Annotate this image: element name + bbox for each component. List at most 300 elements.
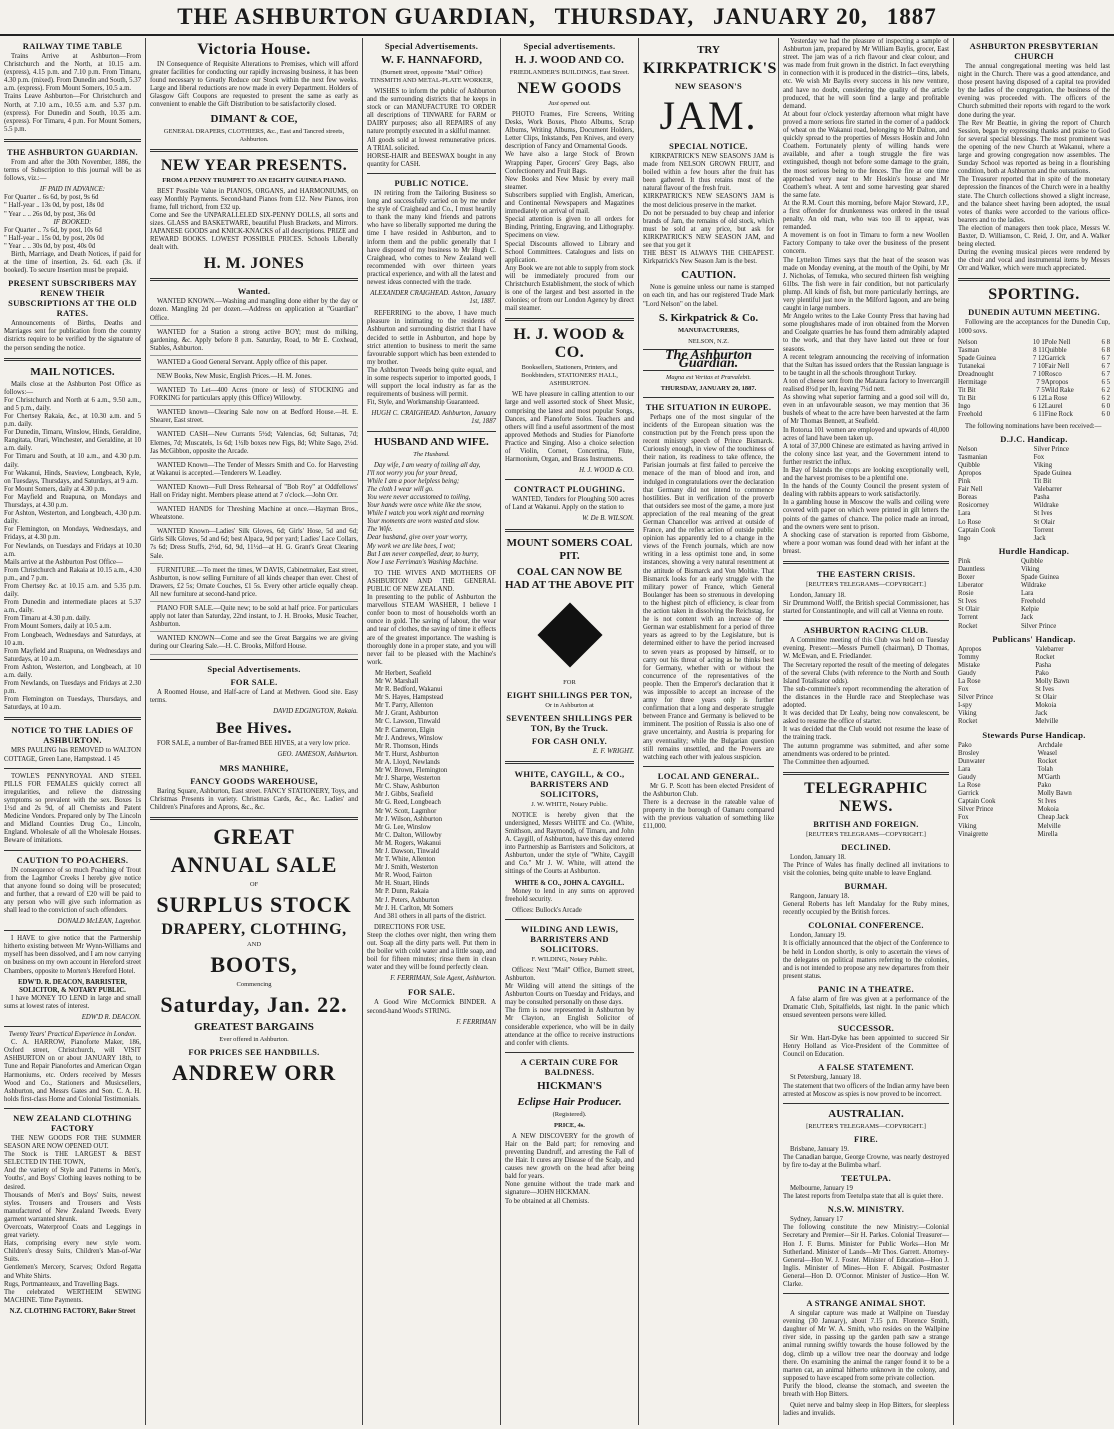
entry-name: Tasmanian	[958, 453, 988, 461]
entry-name: Fox	[958, 686, 969, 694]
testimonial-list	[367, 670, 496, 913]
horse-weight: 10 1	[1032, 338, 1045, 346]
stewards-table	[958, 742, 1110, 839]
entry-name: St Olair	[958, 606, 980, 614]
horse-name: Garrick	[1044, 354, 1066, 362]
telegraphic-reuter: [REUTER'S TELEGRAMS—COPYRIGHT.]	[806, 830, 926, 838]
entry-name: Cheap Jack	[1037, 814, 1069, 822]
entry-name: Captain Cook	[958, 526, 996, 534]
entry-row	[958, 662, 1110, 670]
ferriman-signature: F. FERRIMAN, Sole Agent, Ashburton.	[390, 975, 496, 983]
firm-place: NELSON, N.Z.	[688, 337, 729, 345]
contract-text: WANTED, Tenders for Ploughing 500 acres of Land at Wakanui. Apply on the station to	[505, 496, 634, 512]
entry-name: Mokoia	[1035, 702, 1057, 710]
testimonials-note: And 381 others in all parts of the district.	[374, 912, 486, 920]
forsale-signature: DAVID EDGINGTON, Rakaia.	[273, 707, 358, 715]
wood-text-2: WE have pleasure in calling attention to our large and well assorted stock of Sheet Music, comprising the latest and most popular Songs, Dances, and Pianoforte Solos. Teachers and others will find a useful assortment of the most approved Methods and Studies for Pianoforte Practice and Singing. Also a choice selection of Violin, Cornet, Concertina, Flute, Harmonium, Organ, and Brass Instruments.	[505, 391, 634, 464]
horse-name: Fine Rock	[1044, 411, 1073, 419]
column-3	[362, 38, 500, 1425]
entry-name: St Ives	[1033, 510, 1053, 518]
wanted-item: WANTED Known—The Tender of Messrs Smith and Co. for Harvesting at Wakanui is accepted.—Tenderers W. Leadley.	[150, 462, 358, 481]
wanted-heading: Wanted.	[237, 286, 271, 297]
masthead	[0, 4, 1114, 36]
horse-name: Freehold	[958, 411, 983, 419]
coal-cash: FOR CASH ONLY.	[531, 735, 608, 746]
entry-row	[958, 494, 1110, 502]
entry-name: Liberator	[958, 582, 984, 590]
rates-list	[4, 186, 141, 251]
nominations-text: The following nominations have been received:—	[965, 422, 1102, 430]
nz-clothing-signature: N.Z. CLOTHING FACTORY, Baker Street	[9, 1307, 136, 1315]
declined-text: London, January 18. The Prince of Wales has finally declined all invitations to visit the colonies, being quite unable to leave England.	[783, 853, 949, 877]
divider	[150, 659, 358, 660]
jones-heading: H. M. JONES	[203, 255, 305, 273]
entry-name: Rosicorney	[958, 502, 989, 510]
horse-weight: 6 7	[1101, 354, 1110, 362]
entry-row	[958, 582, 1110, 590]
entry-row	[958, 686, 1110, 694]
entry-name: Ingo	[958, 534, 971, 542]
horse-name: Quibble	[1044, 346, 1067, 354]
horse-name: Tutanekai	[958, 362, 985, 370]
entry-name: Molly Bawn	[1037, 790, 1072, 798]
testimonial-name: Mr Herbert, Seafield	[375, 669, 432, 677]
entry-name: M'Garth	[1037, 773, 1061, 781]
cup-row	[958, 403, 1110, 411]
horse-name: Ingo	[958, 403, 971, 411]
divider	[4, 930, 141, 931]
testimonial-name: Mr J. Wilson, Ashburton	[375, 815, 443, 823]
entry-name: Silver Prince	[958, 694, 994, 702]
local-text: Mr G. P. Scott has been elected President of the Ashburton Club. There is a decrease in the rateable value of property in the borough of Oamaru compared with the previous valuation of something like £11,000.	[643, 782, 774, 831]
divider	[4, 717, 141, 720]
horse-weight: 7 12	[1032, 354, 1045, 362]
racing-club-text: A Committee meeting of this Club was held on Tuesday evening. Present:—Messrs Purnell (chairman), D Thomas, W. McEwan, and E. Friedlander. The Secretary reported the result of the meeting of delegates of the several Clubs (with reference to the North and South Island Totalisator odds). The sub-committee's report recommending the alteration of the distances in the Hurdle race and Steeplechase was adopted. It was decided that Dr Leahy, being now convalescent, be asked to resume the office of starter. It was decided that the Club would not resume the lease of the training track. The autumn programme was submitted, and after some amendments was ordered to be printed. The Committee then adjourned.	[783, 637, 949, 766]
wanted-item: WANTED a Good General Servant. Apply office of this paper.	[150, 359, 358, 370]
entry-name: Rocket	[958, 718, 978, 726]
successor-text: Sir Wm. Hart-Dyke has been appointed to succeed Sir Henry Holland as Vice-President of the Committee of Council on Education.	[783, 1035, 949, 1059]
railway-heading: RAILWAY TIME TABLE	[22, 41, 123, 51]
australian-reuter: [REUTER'S TELEGRAMS—COPYRIGHT.]	[806, 1122, 926, 1130]
entry-row	[958, 535, 1110, 543]
entry-name: Rosie	[958, 590, 974, 598]
sale-date: Saturday, Jan. 22.	[160, 992, 348, 1018]
guardian-text: From and after the 30th November, 1886, the terms of Subscription to this journal will be as follows, viz.:—	[4, 158, 141, 183]
special-notice-heading: SPECIAL NOTICE.	[669, 141, 748, 151]
entry-name: Pasha	[1033, 494, 1050, 502]
manhire-text: Baring Square, Ashburton, East street. FANCY STATIONERY, Toys, and Christmas Presents in variety. Christmas Cards, &c., &c. Ladies' and Children's Pinafores and Aprons, &c., &c.	[150, 787, 358, 812]
testimonial-name: Mr T. Parry, Allenton	[375, 702, 434, 710]
wood-heading-2: H. J. WOOD & CO.	[513, 326, 626, 362]
divider	[150, 149, 358, 152]
entry-name: Silver Prince	[1033, 445, 1069, 453]
entry-name: St Ives	[1037, 798, 1057, 806]
bees-heading: Bee Hives.	[215, 719, 293, 737]
white-sub: J. W. WHITE, Notary Public.	[531, 800, 608, 808]
guardian-motto: Magna est Veritas et Prævalebit.	[665, 373, 752, 381]
cup-row	[958, 339, 1110, 347]
entry-row	[958, 806, 1110, 814]
hannaford-sub: (Burnett street, opposite "Mail" Office) TINSMITH AND METAL-PLATE WORKER,	[370, 69, 493, 84]
divider	[783, 772, 949, 775]
horse-weight: 6 0	[1101, 411, 1110, 419]
horse-weight: 6 11	[1033, 411, 1045, 419]
testimonial-name: Mr C. Shaw, Ashburton	[375, 783, 440, 791]
false-statement-heading: A FALSE STATEMENT.	[818, 1062, 914, 1073]
false-statement-text: St Petersburg, January 18. The statement that two officers of the Indian army have been arrested at Moscow as spies is now proved to be incorrect.	[783, 1074, 949, 1098]
dimant-heading: DIMANT & COE,	[210, 112, 298, 125]
entry-name: Wildrake	[1033, 502, 1059, 510]
firm-heading: S. Kirkpatrick & Co.	[658, 311, 759, 324]
entry-name: Dauntless	[958, 565, 985, 573]
present-text: Announcements of Births, Deaths and Marriages sent for publication from the country districts require to be verified by the signature of the person sending the notice.	[4, 320, 141, 352]
horse-name: Wild Rake	[1044, 387, 1074, 395]
wilding-sub: F. WILDING, Notary Public.	[531, 955, 608, 963]
panic-heading: PANIC IN A THEATRE.	[818, 983, 914, 994]
entry-name: Molly Bawn	[1035, 678, 1070, 685]
entry-row	[958, 646, 1110, 654]
forsale-text: A Roomed House, and Half-acre of Land at Methven. Good site. Easy terms.	[150, 688, 358, 704]
divider	[505, 919, 634, 920]
entry-row	[958, 831, 1110, 839]
strange-animal-text: A singular capture was made at Wallpine on Tuesday evening (30 January), about 7.15 p.m. Florence Smith, daughter of Mr W. A. Smith, who resides on the Wallpine river side, in passing up the garden path saw a strange animal running swiftly towards the house followed by the dog, climb up a willow tree near the doorway and lodge there. On examining the animal the ranger found it to be a marten cat, an animal hitherto unknown in the colony, and supposed to have escaped from some private collection. Purify the blood, cleanse the stomach, and sweeten the breath with Hop Bitters.	[783, 1310, 949, 1398]
white-money: Money to lend in any sums on approved freehold security.	[505, 887, 634, 903]
testimonial-name: Mr W. Marshall	[375, 678, 419, 685]
ladies-text: MRS PAULING has REMOVED to WALTON COTTAGE, Green Lane, Hampstead. 1 45	[4, 747, 141, 763]
horse-weight: 6 7	[1101, 371, 1110, 378]
hop-bitters-text: Quiet nerve and balmy sleep in Hop Bitters, for sleepless ladies and invalids.	[783, 1402, 949, 1418]
divider	[150, 817, 358, 820]
wanted-item: WANTED HANDS for Threshing Machine at once.—Hayman Bros., Wheatstone.	[150, 506, 358, 525]
eastern-crisis-heading: THE EASTERN CRISIS.	[816, 569, 916, 579]
fire-text: Brisbane, January 19. The Canadian barque, George Crowne, was nearly destroyed by fire to-day at the Bulimba wharf.	[783, 1145, 949, 1169]
entry-name: Quibble	[1020, 557, 1043, 565]
entry-name: Viking	[958, 822, 977, 830]
testimonial-name: Mr H. Stuart, Hinds	[375, 880, 430, 888]
towle-text: TOWLE'S PENNYROYAL AND STEEL PILLS FOR FEMALES quickly correct all irregularities, and relieve the distressing symptoms so prevalent with the sex. Boxes 1s 1½d and 2s 9d, of all Chemists and Patent Medicine Vendors. Prepared only by The Lincoln and Midland Counties Drug Co., Lincoln, England. Wholesale of all the Wholesale Houses. Beware of imitations.	[4, 772, 141, 845]
masthead-date: JANUARY 20,	[712, 4, 868, 29]
entry-name: Lara	[1020, 590, 1034, 598]
entry-row	[958, 519, 1110, 527]
racing-club-heading: ASHBURTON RACING CLUB.	[803, 625, 929, 636]
divider	[783, 1293, 949, 1294]
entry-name: Freehold	[1020, 598, 1046, 606]
entry-row	[958, 814, 1110, 822]
horse-weight: 6 8	[1101, 346, 1110, 354]
entry-row	[958, 718, 1110, 726]
entry-name: I-spy	[958, 702, 972, 710]
colonial-heading: COLONIAL CONFERENCE.	[808, 920, 924, 931]
sale-bargains: GREATEST BARGAINS	[194, 1021, 314, 1034]
entry-name: Pako	[1035, 669, 1049, 677]
wanted-item: WANTED Known—Ladies' Silk Gloves, 6d; Girls' Hose, 5d and 6d; Girls Silk Gloves, 5d and 6d; best Alpaca, 9d per yard; Ladies' Lace Collars, 7s 6d; Dress Stuffs, 2½d, 6d, 9d, 11½d—at H. G. Grant's Great Clearing Sale.	[150, 528, 358, 563]
entry-name: St Olair	[1035, 694, 1057, 702]
cup-row	[958, 379, 1110, 387]
white-signature: WHITE & CO., JOHN A. CAYGILL.	[514, 879, 625, 887]
entry-name: Tit Bit	[1033, 478, 1052, 486]
hickman-reg: (Registered).	[552, 1110, 587, 1118]
successor-heading: SUCCESSOR.	[837, 1023, 895, 1034]
entry-row	[958, 823, 1110, 831]
special-heading: Special Advertisements.	[384, 41, 479, 51]
hurdle-table	[958, 558, 1110, 631]
entry-name: Boreas	[958, 494, 977, 502]
sale-annual: ANNUAL SALE	[170, 852, 338, 878]
guardian-masthead: The Ashburton Guardian.	[643, 349, 774, 371]
entry-row	[958, 598, 1110, 606]
entry-name: Jack	[1033, 534, 1046, 542]
coal-or: Or in Ashburton at	[545, 701, 594, 709]
entry-name: Apropos	[958, 645, 982, 653]
wanted-list	[150, 298, 358, 654]
entry-row	[958, 742, 1110, 750]
entry-name: Lo Rose	[958, 518, 981, 526]
horse-name: Fair Nell	[1044, 362, 1070, 370]
horse-weight: 6 12	[1032, 403, 1045, 411]
entry-name: Fair Nell	[958, 486, 983, 494]
forsale-heading: FOR SALE.	[230, 676, 278, 687]
public-notice-signature-2: HUGH C. CRAIGHEAD. Ashburton, January 1st, 1887	[371, 410, 496, 426]
newyear-heading: NEW YEAR PRESENTS.	[160, 156, 348, 174]
horse-weight: 6 0	[1101, 403, 1110, 411]
horse-name: Tasman	[958, 346, 980, 354]
entry-row	[958, 766, 1110, 774]
dimant-sub: GENERAL DRAPERS, CLOTHIERS, &c., East and Tancred streets, Ashburton.	[163, 127, 345, 143]
sale-great: GREAT	[213, 824, 295, 850]
cup-table	[958, 339, 1110, 420]
coal-price-2: SEVENTEEN SHILLINGS PER TON, By the Truck.	[506, 712, 633, 733]
fire-heading: FIRE.	[854, 1133, 878, 1144]
horse-name: Tit Bit	[958, 395, 976, 403]
testimonial-name: Mr P. Cameron, Elgin	[375, 726, 435, 734]
mail-text: Mails close at the Ashburton Post Office as follows:— For Christchurch and North at 6 a.m., 9.50 a.m., and 5 p.m., daily. For Chertsey Rakaia, &c., at 10.30 a.m. and 5 p.m. daily. For Dunedin, Timaru, Winslow, Hinds, Geraldine, Rangitata, Orari, Winchester, and Geraldine, at 10 a.m. daily. For Timaru and South, at 10 a.m., and 4.30 p.m. daily. For Wakanui, Hinds, Seaview, Longbeach, Kyle, on Tuesdays, Thursdays, and Saturdays, at 9 a.m. For Mount Somers, daily at 4.30 p.m. For Mayfield and Ruapuna, on Mondays and Thursdays, at 4.30 p.m. For Ashton, Westerton, and Longbeach, 4.30 p.m. daily. For Flemington, on Mondays, Wednesdays, and Fridays, at 4.30 p.m. For Newlands, on Tuesdays and Fridays at 10.30 a.m. Mails arrive at the Ashburton Post Office— From Christchurch and Rakaia at 10.15 a.m., 4.30 p.m., and 7 p.m. From Chertsey &c. at 10.15 a.m. and 5.35 p.m. daily. From Dunedin and intermediate places at 5.37 a.m., daily. From Timaru at 4.30 p.m. daily. From Mount Somers, daily at 10.5 a.m. From Longbeach, Wednesdays and Saturdays, at 10 a.m. From Mayfield and Ruapuna, on Wednesdays and Saturdays, at 10 a.m. From Ashton, Westerton, and Longbeach, at 10 a.m. daily. From Newlands, on Tuesdays and Fridays at 2.30 p.m. From Flemington on Tuesdays, Thursdays, and Saturdays, at 10 a.m.	[4, 380, 141, 712]
testimonial-name: Mr T. White, Allenton	[375, 856, 436, 864]
entry-row	[958, 710, 1110, 718]
caution-text: None is genuine unless our name is stamped on each tin, and has our registered Trade Mark "Lord Nelson" on the label.	[643, 284, 774, 308]
entry-row	[958, 702, 1110, 710]
guardian-date: THURSDAY, JANUARY 20, 1887.	[660, 384, 757, 392]
guardian-heading: THE ASHBURTON GUARDIAN.	[7, 146, 138, 157]
burmah-heading: BURMAH.	[844, 881, 888, 892]
testimonial-name: Mr J. Dawson, Tinwald	[375, 847, 440, 855]
newyear-sub: FROM A PENNY TRUMPET TO AN EIGHTY GUINEA PIANO.	[162, 176, 346, 184]
cup-row	[958, 347, 1110, 355]
divider	[643, 766, 774, 767]
entry-name: Mistake	[958, 661, 980, 669]
entry-name: Archdale	[1037, 741, 1063, 749]
entry-row	[958, 654, 1110, 662]
wanted-item: PIANO FOR SALE.—Quite new; to be sold at half price. For particulars apply not later than Saturday, 22nd instant, to J. H. Brooks, Music Teacher, Ashburton.	[150, 605, 358, 632]
coal-diamond	[505, 600, 634, 673]
nz-clothing-text: THE NEW GOODS FOR THE SUMMER SEASON ARE NOW OPENED OUT. The Stock is THE LARGEST & BEST SELECTED IN THE TOWN, And the variety of Style and Patterns in Men's, Youths', and Boys' Clothing leaves nothing to be desired. Thousands of Men's and Boys' Suits, newest styles. Trousers and Trousers and Vests manufactured of New Zealand Tweeds. Every garment warranted shrunk. Overcoats, Waterproof Coats and Leggings in great variety. Hats, comprising every new style worn. Children's dressy Suits, Children's Man-of-War Suits. Gentlemen's Mercery, Scarves; Oxford Regatta and White Shirts. Rugs, Portmanteaux, and Travelling Bags. The celebrated WERTHEIM SEWING MACHINE. Time Payments.	[4, 1134, 141, 1304]
divider	[505, 479, 634, 480]
horse-name: Nelson	[958, 338, 978, 346]
entry-name: Pasha	[1035, 661, 1052, 669]
rate-line: " Year .. .. 26s 0d, by post, 36s 0d	[4, 210, 96, 218]
contract-signature: W. De B. WILSON.	[582, 515, 634, 523]
handicap-table	[958, 446, 1110, 543]
telegraphic-heading: TELEGRAPHIC NEWS.	[804, 779, 928, 815]
hickman-pre: A CERTAIN CURE FOR BALDNESS.	[520, 1056, 619, 1077]
entry-name: Mokoia	[1037, 806, 1059, 814]
rate-line: " Half-year .. 13s 0d, by post, 18s 0d	[4, 202, 104, 210]
stewards-heading: Stewards Purse Handicap.	[982, 729, 1086, 740]
publicans-table	[958, 646, 1110, 727]
burmah-text: Rangoon, January 18. General Roberts has left Mandalay for the Ruby mines, recently occupied by the British forces.	[783, 893, 949, 917]
forsale-heading: FOR SALE.	[407, 987, 456, 998]
entry-name: Torrent	[1033, 526, 1054, 534]
local-continued: Yesterday we had the pleasure of inspecting a sample of Ashburton jam, prepared by Mr William Baylis, grocer, East street. The jam was of a rich flavour and clear colour, and was made from fruit grown in the district. In fact everything in connection with it is produced in the district—tins, labels, etc. We wish Mr Baylis every success in his new venture, and have no doubt, considering the quality of the article produced, that he will soon find a large and profitable demand. At about four o'clock yesterday afternoon what might have proved a more serious fire started in the corner of a paddock of wheat on the Wakanui road, belonging to Mr Dalton, and quickly spread to the properties of Messrs Hoskin and John Coathem. Fortunately plenty of willing hands were available, and after a tough struggle the fire was extinguished, though not before some damage to the grain, the most serious being to the fences. The fire at one time approached very near to Mr Hoskin's house and Mr Coathem's wheat. A tent and some harvesting gear shared the same fate. At the R.M. Court this morning, before Major Steward, J.P., a first offender for drunkenness was ordered in the usual penalty. An old man, who was too ill to appear, was remanded. A movement is on foot in Timaru to form a new Woollen Factory Company to take over the business of the present concern. The Lyttelton Times says that the heat of the season was made on Monday evening, at the mouth of the Opihi, by Mr J. Nicholas, of Temuka, who secured thirteen fish weighing 61lbs. The fish were in fair condition, but not particularly plump. All kinds of fish, but more particularly herrings, are very plentiful just now in the Milford lagoon, and are being caught in large numbers. Mr Angelo writes to the Lake County Press that having had some ploughshares made of iron obtained from the Morven and Coalgate quarries he has found them admirably adapted to the work, and that they have lasted out three or four seasons. A recent telegram announcing the receiving of information that the Sultan has issued orders that the Russian language is to be taught in all the schools throughout Turkey. A ton of cheese sent from the Mataura factory to Invercargill realised 8½d per lb, leaving 7¼d nett. As showing what superior farming and a good soil will do, even in an unfavourable season, we may mention that 36 bushels of wheat to the acre have been harvested at the farm of Mr Thomas Bennett, at Seafield. In Rotorua 101 women are employed and upwards of 40,000 acres of land have been taken up. A total of 37,000 Chinese are estimated as having arrived in the colony since last year, and the Government intend to further restrict the influx. In Bay of Islands the crops are looking exceptionally well, and the harvest promises to be a plentiful one. In the hands of the County Council the present system of dealing with rabbits appears to work satisfactorily. In a gambling house in Moscow the walls and ceiling were covered with paper on which were printed in gilt letters the points of the games of chance. The police made an inroad, and the owners were sent to prison. A shocking case of starvation is reported from Gisborne, where a poor woman was found dead with her infant at the breast.	[783, 38, 949, 555]
entry-row	[958, 758, 1110, 766]
publicans-heading: Publicans' Handicap.	[992, 633, 1076, 644]
rate-line: For Quarter .. 7s 6d, by post, 10s 6d	[4, 226, 102, 234]
divider	[4, 850, 141, 851]
divider	[4, 358, 141, 361]
special-heading: Special Advertisements.	[207, 663, 301, 674]
firm-sub: MANUFACTURERS,	[677, 326, 740, 334]
divider	[4, 139, 141, 142]
masthead-day: THURSDAY,	[554, 4, 695, 29]
rate-line: For Quarter .. 6s 6d, by post, 9s 6d	[4, 194, 99, 202]
horse-name: Pole Nell	[1044, 338, 1071, 346]
column-2	[145, 38, 362, 1425]
horse-name: Spade Guinea	[958, 354, 996, 362]
testimonial-name: Mr W. Scott, Lagmhor	[375, 807, 437, 815]
white-text: NOTICE is hereby given that the undersigned, Messrs WHITE and Co. (White, Smithson, and Raymond), of Timaru, and John A. Caygill, of Ashburton, have this day entered into Partnership as Barristers and Solicitors, at Ashburton, under the style of "White, Caygill and Co." Mr J. W. White, will attend the sittings of the Courts at Ashburton.	[505, 811, 634, 876]
twenty-years: Twenty Years' Practical Experience in London.	[8, 1031, 137, 1039]
caution-heading: CAUTION.	[681, 269, 736, 282]
sporting-heading: SPORTING.	[988, 286, 1080, 304]
entry-name: Weasel	[1037, 749, 1058, 757]
situation-heading: THE SITUATION IN EUROPE.	[645, 401, 772, 412]
coal-for: FOR	[563, 678, 576, 686]
coal-text: COAL CAN NOW BE HAD AT THE ABOVE PIT	[505, 565, 634, 591]
entry-name: St Olair	[1033, 518, 1055, 526]
manhire-sub: FANCY GOODS WAREHOUSE,	[190, 775, 318, 786]
entry-row	[958, 694, 1110, 702]
testimonial-name: Mr M. Rogers, Wakanui	[375, 839, 441, 847]
nz-clothing-heading: NEW ZEALAND CLOTHING FACTORY	[13, 1112, 132, 1133]
entry-name: Nelson	[958, 445, 978, 453]
harrow-text: C. A. HARROW, Pianoforte Maker, 186, Oxford street, Christchurch, will VISIT ASHBURTON on or about JANUARY 18th, to Tune and Repair Pianofortes and American Organ Harmoniums, etc. Orders received by Messrs Wood and Co., Stationers and Musicsellers, Ashburton, and Messrs Gates and Son. C. A. H. holds first-class Home and Colonial Testimonials.	[4, 1039, 141, 1103]
column-4	[500, 38, 638, 1425]
divider	[367, 431, 496, 432]
testimonial-name: Mr R. Wood, Fairton	[375, 872, 432, 880]
rate-line: " Year .. .. 30s 0d, by post, 40s 0d	[4, 242, 96, 250]
sale-bills: FOR PRICES SEE HANDBILLS.	[188, 1047, 320, 1058]
wood-heading: H. J. WOOD AND CO.	[515, 54, 624, 66]
testimonial-name: Mr C. Dalton, Willowby	[375, 831, 442, 839]
handicap-heading: D.J.C. Handicap.	[1000, 433, 1068, 444]
hickman-price: PRICE, 4s.	[554, 1121, 585, 1129]
column-6	[778, 38, 953, 1425]
hurdle-heading: Hurdle Handicap.	[998, 545, 1070, 556]
divider	[4, 1108, 141, 1109]
entry-name: Vinaigrette	[958, 830, 989, 838]
forsale-signature: F. FERRIMAN	[456, 1018, 496, 1026]
hannaford-heading: W. F. HANNAFORD,	[381, 54, 482, 66]
column-5	[638, 38, 778, 1425]
white-offices: Offices: Bullock's Arcade	[512, 906, 582, 914]
nsw-ministry-text: Sydney, January 17 The following constitute the new Ministry:—Colonial Secretary and Premier—Sir H. Parkes. Colonial Treasurer—Hon J. F. Burns. Minister for Public Works—Hon Mr Sutherland. Minister of Lands—Mr Thos. Garrett. Attorney-General—Hon W. J. Foster. Minister of Education—Hon J. Inglis. Minister of Mines—Hon F. Abigail. Postmaster General—Hon D. O'Connor. Minister of Justice—Hon W. Clarke.	[783, 1216, 949, 1288]
sale-and: AND	[246, 941, 262, 949]
cup-row	[958, 355, 1110, 363]
strange-animal-heading: A STRANGE ANIMAL SHOT.	[806, 1298, 926, 1309]
entry-name: Brosley	[958, 749, 980, 757]
divider	[783, 561, 949, 564]
testimonial-name: Mr P. Dunn, Rakaia	[375, 888, 429, 896]
entry-name: Gaudy	[958, 669, 977, 677]
deacon-signature: EDW'D. R. DEACON, BARRISTER, SOLICITOR, & NOTARY PUBLIC.	[18, 978, 127, 994]
entry-row	[958, 774, 1110, 782]
teetulpa-heading: TEETULPA.	[840, 1173, 891, 1184]
deacon-signature-2: EDW'D R. DEACON.	[81, 1014, 141, 1021]
new-goods-sub: Just opened out.	[548, 100, 591, 107]
victoria-text: IN Consequence of Requisite Alterations to Premises, which will afford greater facilities for conducting our rapidly increasing business, it has been found necessary to Greatly Reduce our Stock within the next few weeks. Large and liberal reductions are now made in every Department. Holders of Glasgow Gift Coupons are requested to present the same as early as convenient to enable the Gift Distribution to be satisfactorily closed.	[150, 61, 358, 109]
church-text: The annual congregational meeting was held last night in the Church. There was a good attendance, and those present having disposed of a capital tea provided by the ladies of the congregation, the business of the evening was proceeded with. The officers of the Church submitted their reports with regard to the work done during the year. The Rev Mr Beattie, in giving the report of Church Session, began by expressing thanks and praise to God for several special blessings. The most prominent was the opening of the new Church at Wakanui, where a large and growing congregation now assembles. The Sunday School was reported as being in a flourishing condition, both at Ashburton and the outstations. The Treasurer reported that in spite of the monetary depression the finances of the Church were in a healthy state. The Church collections showed a slight increase, and the balance sheet having been adopted, the usual votes of thanks were accorded to the various office-bearers and to the ladies. The election of managers then took place, Messrs W. Baxter, D. Williamson, C. Reid, J. Orr, and A. Walker being elected. During the evening musical pieces were rendered by the choir and vocal and instrumental items by Messrs Orr and Walker, which were much appreciated.	[958, 63, 1110, 273]
sporting-text: Following are the acceptances for the Dunedin Cup, 1000 sovs.	[958, 319, 1110, 335]
divider	[505, 761, 634, 764]
wilding-text: Offices: Next "Mail" Office, Burnett street, Ashburton. Mr Wilding will attend the sittings of the Ashburton Courts on Tuesday and Fridays, and may be consulted personally on those days. The firm is now represented in Ashburton by Mr Clayton, an English Solicitor of considerable experience, who will be in daily attendance at the office to receive instructions and confer with clients.	[505, 966, 634, 1047]
railway-text: Trains Arrive at Ashburton—From Christchurch and the North, at 10.15 a.m. (express), 4.15 p.m. and 7.10 p.m. From Timaru, 4.30 p.m. (mixed). From Dunedin and South, 5.37 a.m. (express). From Mount Somers, 10.5 a.m. Trains Leave Ashburton—For Christchurch and North, at 7.10 a.m., 10.55 a.m. and 5.37 p.m. (express). For Dunedin and South, 10.35 a.m. (express). For Timaru, 4 p.m. For Mount Somers, 5.5 p.m.	[4, 53, 141, 133]
panic-text: A false alarm of fire was given at a performance of the Dramatic Club, Spitalfields, last night. In the panic which ensued seventeen persons were killed.	[783, 995, 949, 1020]
entry-row	[958, 486, 1110, 494]
entry-name: Pink	[958, 557, 971, 565]
divider	[505, 1052, 634, 1053]
sporting-sub: DUNEDIN AUTUMN MEETING.	[968, 307, 1100, 318]
horse-weight: 6 2	[1101, 395, 1110, 403]
entry-name: Boxer	[958, 573, 975, 581]
rates-note: Birth, Marriage, and Death Notices, if paid for at the time of insertion, 2s. 6d. each (3s. if booked). To secure Insertion must be prepaid.	[4, 250, 141, 275]
coal-signature: E. F. WRIGHT.	[592, 747, 634, 755]
jam-heading: JAM.	[659, 93, 758, 138]
telegraphic-sub: BRITISH AND FOREIGN.	[813, 818, 919, 829]
entry-row	[958, 446, 1110, 454]
horse-weight: 6 7	[1101, 362, 1110, 370]
nsw-ministry-heading: N.S.W. MINISTRY.	[827, 1204, 905, 1215]
testimonial-name: Mr S. Hayes, Hampstead	[375, 694, 444, 702]
testimonial-name: Mr G. Lee, Winslow	[375, 823, 432, 831]
directions-text: DIRECTIONS FOR USE. Steep the clothes over night, then wring them out. Soap all the dirty parts well. Put them in the boiler with cold water and a little soap, and boil for fifteen minutes; rinse them in clean water and they will be found perfectly clean.	[367, 923, 496, 972]
horse-weight: 7 9	[1036, 379, 1045, 387]
horse-name: La Rose	[1044, 395, 1068, 403]
present-heading: PRESENT SUBSCRIBERS MAY RENEW THEIR SUBSCRIPTIONS AT THE OLD RATES.	[8, 278, 137, 319]
rate-line: IF PAID IN ADVANCE:	[39, 186, 106, 194]
horse-name: Dreadnought	[958, 371, 994, 378]
church-heading: ASHBURTON PRESBYTERIAN CHURCH	[969, 41, 1099, 61]
wood-signature: H. J. WOOD & CO.	[579, 467, 634, 475]
wanted-item: WANTED for a Station a strong active BOY; must do milking, gardening, &c. Apply before 8 p.m. Saturday, Road, to Mr E. Coxhead, Stables, Ashburton.	[150, 329, 358, 356]
entry-name: Wildrake	[1020, 582, 1046, 590]
entry-row	[958, 678, 1110, 686]
eastern-crisis-sub: [REUTER'S TELEGRAMS—COPYRIGHT.]	[806, 581, 926, 588]
horse-weight: 7 10	[1032, 362, 1045, 370]
season-heading: NEW SEASON'S	[675, 81, 742, 91]
situation-text: Perhaps one of the most singular of the incidents of the European situation was the construction put by the French press upon the recent ministry speech of Prince Bismarck. Curiously enough, in view of the touchiness of their nation, its readiness to take offence, the Parisian journals at first failed to perceive the menace of the man of blood and iron, and indulged in congratulations over the declaration that Germany did not intend to commence hostilities. But in verification of the proverb that outsiders see most of the game, a more just appreciation of the real meaning of the great German Chancellor was arrived at outside of France, and the reflex action of outside public opinion has apparently led to a change in the views of the French journals, which are now writing in a less optimist tone and, in some instances, showing a very natural resentment at the attitude of Bismarck and Von Moltke. That Bismarck looks for an early struggle with the military power of France, which General Boulanger has been so strenuous in developing to the highest pitch of efficiency, is clear from the action taken in dissolving the Reichstag, for he is not content with an increase of the German war establishment for a period of three years as agreed to by the Legislature, but is determined either to have the period increased to seven years as proposed by himself, or to carry out his threat of acting as he thinks best for Germany, whether with or without the concurrence of the representatives of the people. Then the Emperor's declaration that it was impossible to accept an increase of the army for three years only is further confirmation that a long and desperate struggle between France and Germany is believed to be imminent. The position of Russia is also one of grave uncertainty, and Austria is preparing for any eventuality; while the Bulgarian question still remains unsettled, and the Powers are watching each other with jealous suspicion.	[643, 413, 774, 761]
testimonial-name: Mr R. Thomson, Hinds	[375, 742, 439, 750]
testimonial-name: Mr R. Bedford, Wakanui	[375, 686, 443, 694]
entry-row	[958, 566, 1110, 574]
entry-row	[958, 574, 1110, 582]
bees-signature: GEO. JAMESON, Ashburton.	[277, 750, 358, 758]
husband-wife-text: TO THE WIVES AND MOTHERS OF ASHBURTON AND THE GENERAL PUBLIC OF NEW ZEALAND. In presenting to the public of Ashburton the marvellous STEAM WASHER, I believe I confer boon to most of households worth an ounce in gold. The saving of labour, the wear and tear of clothes, the saving of time it effects are of the greatest importance. The washing is thoroughly done in a proper state, and you will never fail to be pleased with the Machine's work.	[367, 569, 496, 666]
sale-orr: ANDREW ORR	[171, 1060, 337, 1086]
entry-row	[958, 790, 1110, 798]
horse-name: Apropos	[1044, 379, 1069, 387]
entry-name: Jack	[1020, 614, 1034, 622]
entry-name: Dunwater	[958, 757, 985, 765]
entry-row	[958, 798, 1110, 806]
